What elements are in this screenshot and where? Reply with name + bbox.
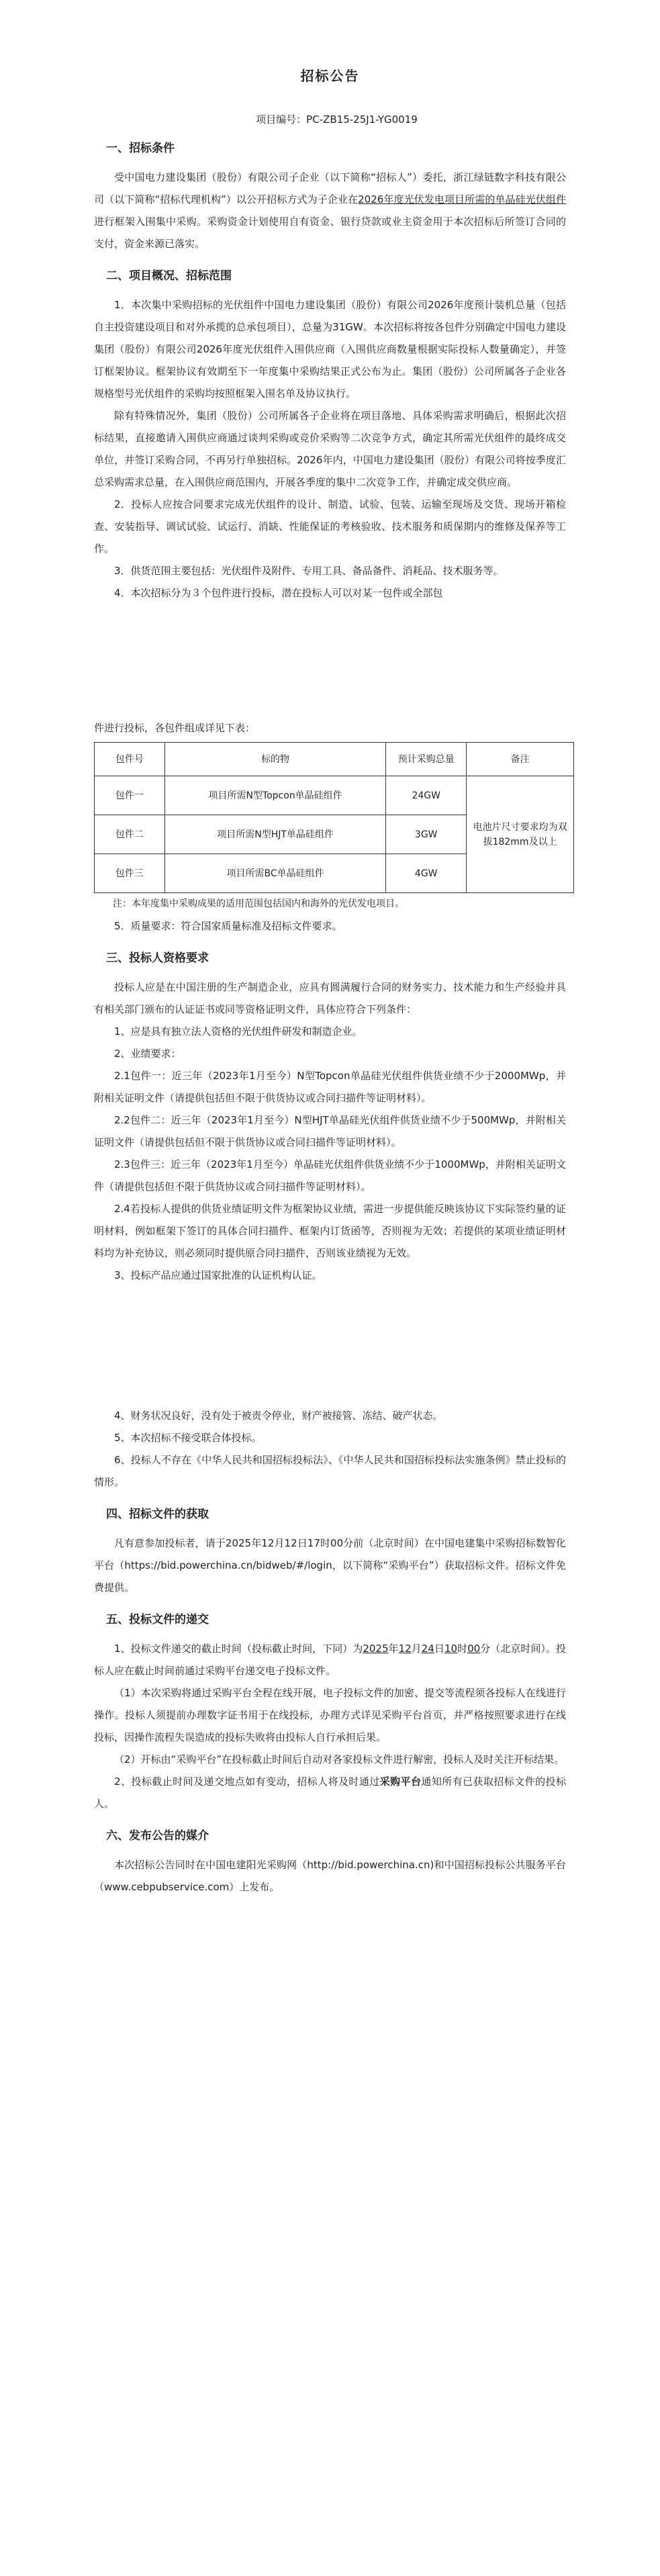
table-cell: 项目所需N型Topcon单晶硅组件 bbox=[164, 776, 385, 815]
table-header-cell: 标的物 bbox=[164, 743, 385, 776]
paragraph bbox=[94, 167, 566, 255]
table-cell: 24GW bbox=[386, 776, 467, 815]
paragraph: （1）本次采购将通过采购平台全程在线开展，电子投标文件的加密、提交等流程须各投标人在线进行操作。投标人须提前办理数字证书用于在线投标，办理方式详见采购平台首页，并严格按照要求进行在线投标，因操作流程失误造成的投标失败将由投标人自行承担后果。 bbox=[94, 1687, 566, 1743]
table-cell: 项目所需N型HJT单晶硅组件 bbox=[164, 815, 385, 854]
text: 年 bbox=[388, 1643, 399, 1655]
paragraph: 2.1包件一：近三年（2023年1月至今）N型Topcon单晶硅光伏组件供货业绩不少于2000MWp，并附相关证明文件（请提供包括但不限于供货协议或合同扫描件等证明材料）。 bbox=[94, 1070, 566, 1104]
paragraph: 1．本次集中采购招标的光伏组件中国电力建设集团（股份）有限公司2026年度预计装机总量（包括自主投资建设项目和对外承揽的总承包项目），总量为31GW。本次招标将按各包件分别确定中国电力建设集团（股份）有限公司2026年度光伏组件入围供应商（入围供应商数量根据实际投标人数量确定），并签订框架协议。框架协议有效期至下一年度集中采购结果正式公布为止。集团（股份）公司所属各子企业各规格型号光伏组件的采购均按照框架入围名单及协议执行。 bbox=[94, 299, 566, 400]
table-header-cell: 预计采购总量 bbox=[386, 743, 467, 776]
text: 日 bbox=[434, 1643, 444, 1655]
table-cell: 包件三 bbox=[95, 854, 165, 893]
table-cell: 4GW bbox=[386, 854, 467, 893]
paragraph: （2）开标由“采购平台”在投标截止时间后自动对各家投标文件进行解密，投标人及时关注开标结果。 bbox=[114, 1753, 565, 1765]
paragraph: 2．投标人应按合同要求完成光伏组件的设计、制造、试验、包装、运输至现场及交货、现场开箱检查、安装指导、调试试验、试运行、消缺、性能保证的考核验收、技术服务和质保期内的维修及保养等工作。 bbox=[94, 498, 566, 555]
underlined-text: 12 bbox=[398, 1643, 412, 1655]
paragraph: 3、投标产品应通过国家批准的认证机构认证。 bbox=[114, 1269, 322, 1281]
paragraph: 2.4若投标人提供的供货业绩证明文件为框架协议业绩，需进一步提供能反映该协议下实际签约量的证明材料，例如框架下签订的具体合同扫描件、框架内订货函等，否则视为无效；若提供的某项业绩证明材料均为补充协议，则必须同时提供原合同扫描件，否则该业绩视为无效。 bbox=[94, 1203, 566, 1259]
section-heading: 六、发布公告的媒介 bbox=[106, 1829, 209, 1843]
section-bidder-qualifications bbox=[0, 948, 660, 1287]
text: 进行框架入围集中采购。采购资金计划使用自有资金、银行贷款或业主资金用于本次招标后所签订合同的支付，资金来源已落实。 bbox=[94, 216, 566, 250]
section-heading: 三、投标人资格要求 bbox=[106, 952, 209, 965]
paragraph bbox=[94, 1771, 566, 1815]
paragraph: 件进行投标，各包件组成详见下表： bbox=[94, 722, 256, 734]
paragraph: 除有特殊情况外，集团（股份）公司所属各子企业将在项目落地、具体采购需求明确后，根据此次招标结果，直接邀请入围供应商通过谈判采购或竞价采购等二次竞争方式，确定其所需光伏组件的最终成交单位，并签订采购合同，不再另行单独招标。2026年内，中国电力建设集团（股份）有限公司将按季度汇总采购需求总量，在入围供应商范围内，开展各季度的集中二次竞争工作，并确定成交供应商。 bbox=[94, 410, 566, 488]
section-submission bbox=[0, 1610, 660, 1815]
page-title: 招标公告 bbox=[300, 68, 360, 84]
paragraph: 4、财务状况良好，没有处于被责令停业，财产被接管、冻结、破产状态。 bbox=[114, 1410, 443, 1422]
paragraph: 投标人应是在中国注册的生产制造企业，应具有圆满履行合同的财务实力、技术能力和生产经验并具有相关部门颁布的认证证书或同等资格证明文件，具体应符合下列条件： bbox=[94, 981, 566, 1015]
table-header-row bbox=[95, 743, 574, 776]
table-row bbox=[95, 776, 574, 815]
paragraph: 凡有意参加投标者，请于2025年12月12日17时00分前（北京时间）在中国电建集中采购招标数智化平台（https://bid.powerchina.cn/bidweb/#/login，以下简称“采购平台”）获取招标文件。招标文件免费提供。 bbox=[94, 1537, 566, 1594]
paragraph: 1、应是具有独立法人资格的光伏组件研发和制造企业。 bbox=[114, 1025, 363, 1038]
paragraph: 2.2包件二：近三年（2023年1月至今）N型HJT单晶硅光伏组件供货业绩不少于500MWp，并附相关证明文件（请提供包括但不限于供货协议或合同扫描件等证明材料）。 bbox=[94, 1114, 566, 1148]
text: 时 bbox=[457, 1643, 468, 1655]
paragraph: 2、业绩要求： bbox=[114, 1048, 181, 1060]
underlined-text: 00 bbox=[467, 1643, 481, 1655]
bold-text: 采购平台 bbox=[379, 1776, 422, 1788]
section-heading: 五、投标文件的递交 bbox=[106, 1613, 209, 1626]
text: 2、投标截止时间及递交地点如有变动，招标人将及时通过 bbox=[114, 1776, 380, 1788]
paragraph: 本次招标公告同时在中国电建阳光采购网（http://bid.powerchina.cn)和中国招标投标公共服务平台（www.cebpubservice.com）上发布。 bbox=[94, 1859, 566, 1893]
underlined-text: 2026年度光伏发电项目所需的单晶硅光伏组件 bbox=[358, 193, 566, 205]
page-break bbox=[0, 604, 660, 717]
text: 通知所有已获取招标文件的投标人。 bbox=[94, 1776, 566, 1810]
table-remark-cell: 电池片尺寸要求均为双拔182mm及以上 bbox=[467, 776, 574, 893]
table-header-cell: 备注 bbox=[467, 743, 574, 776]
section-project-overview bbox=[0, 266, 660, 604]
text: 1、投标文件递交的截止时间（投标截止时间，下同）为 bbox=[114, 1643, 363, 1655]
table-cell: 包件一 bbox=[95, 776, 165, 815]
section-project-overview-cont bbox=[0, 717, 660, 937]
section-bidder-qualifications-cont bbox=[0, 1405, 660, 1493]
paragraph bbox=[94, 1638, 566, 1682]
paragraph: 5．质量要求：符合国家质量标准及招标文件要求。 bbox=[114, 920, 342, 932]
section-media bbox=[0, 1826, 660, 1898]
underlined-text: 2025 bbox=[363, 1643, 389, 1655]
paragraph: 6、投标人不存在《中华人民共和国招标投标法》、《中华人民共和国招标投标法实施条例》禁止投标的情形。 bbox=[94, 1454, 566, 1488]
text: 受中国电力建设集团（股份）有限公司子企业（以下简称“招标人”）委托，浙江绿链数字科技有限公司（以下简称“招标代理机构”）以公开招标方式为子企业在 bbox=[94, 171, 566, 205]
section-heading: 一、招标条件 bbox=[106, 142, 175, 155]
table-note: 注：本年度集中采购成果的适用范围包括国内和海外的光伏发电项目。 bbox=[113, 899, 404, 909]
table-cell: 项目所需BC单晶硅组件 bbox=[164, 854, 385, 893]
table-cell: 包件二 bbox=[95, 815, 165, 854]
section-obtain-documents bbox=[0, 1504, 660, 1599]
text: 分（北京时间）。投标人应在截止时间前通过采购平台递交电子投标文件。 bbox=[94, 1643, 566, 1677]
section-heading: 四、招标文件的获取 bbox=[106, 1508, 209, 1521]
paragraph: 5、本次招标不接受联合体投标。 bbox=[114, 1432, 262, 1444]
page-break bbox=[0, 1287, 660, 1405]
underlined-text: 10 bbox=[444, 1643, 458, 1655]
project-number: 项目编号：PC-ZB15-25J1-YG0019 bbox=[256, 113, 418, 126]
package-table bbox=[94, 742, 574, 893]
section-bidding-conditions bbox=[0, 138, 660, 255]
paragraph: 4．本次招标分为３个包件进行投标，潜在投标人可以对某一包件或全部包 bbox=[114, 587, 443, 599]
table-cell: 3GW bbox=[386, 815, 467, 854]
text: 月 bbox=[411, 1643, 422, 1655]
underlined-text: 24 bbox=[421, 1643, 434, 1655]
paragraph: 2.3包件三：近三年（2023年1月至今）单晶硅光伏组件供货业绩不少于1000MWp，并附相关证明文件（请提供包括但不限于供货协议或合同扫描件等证明材料）。 bbox=[94, 1158, 566, 1193]
paragraph: 3．供货范围主要包括：光伏组件及附件、专用工具、备品备件、消耗品、技术服务等。 bbox=[114, 565, 504, 577]
table-header-cell: 包件号 bbox=[95, 743, 165, 776]
section-heading: 二、项目概况、招标范围 bbox=[106, 269, 232, 283]
